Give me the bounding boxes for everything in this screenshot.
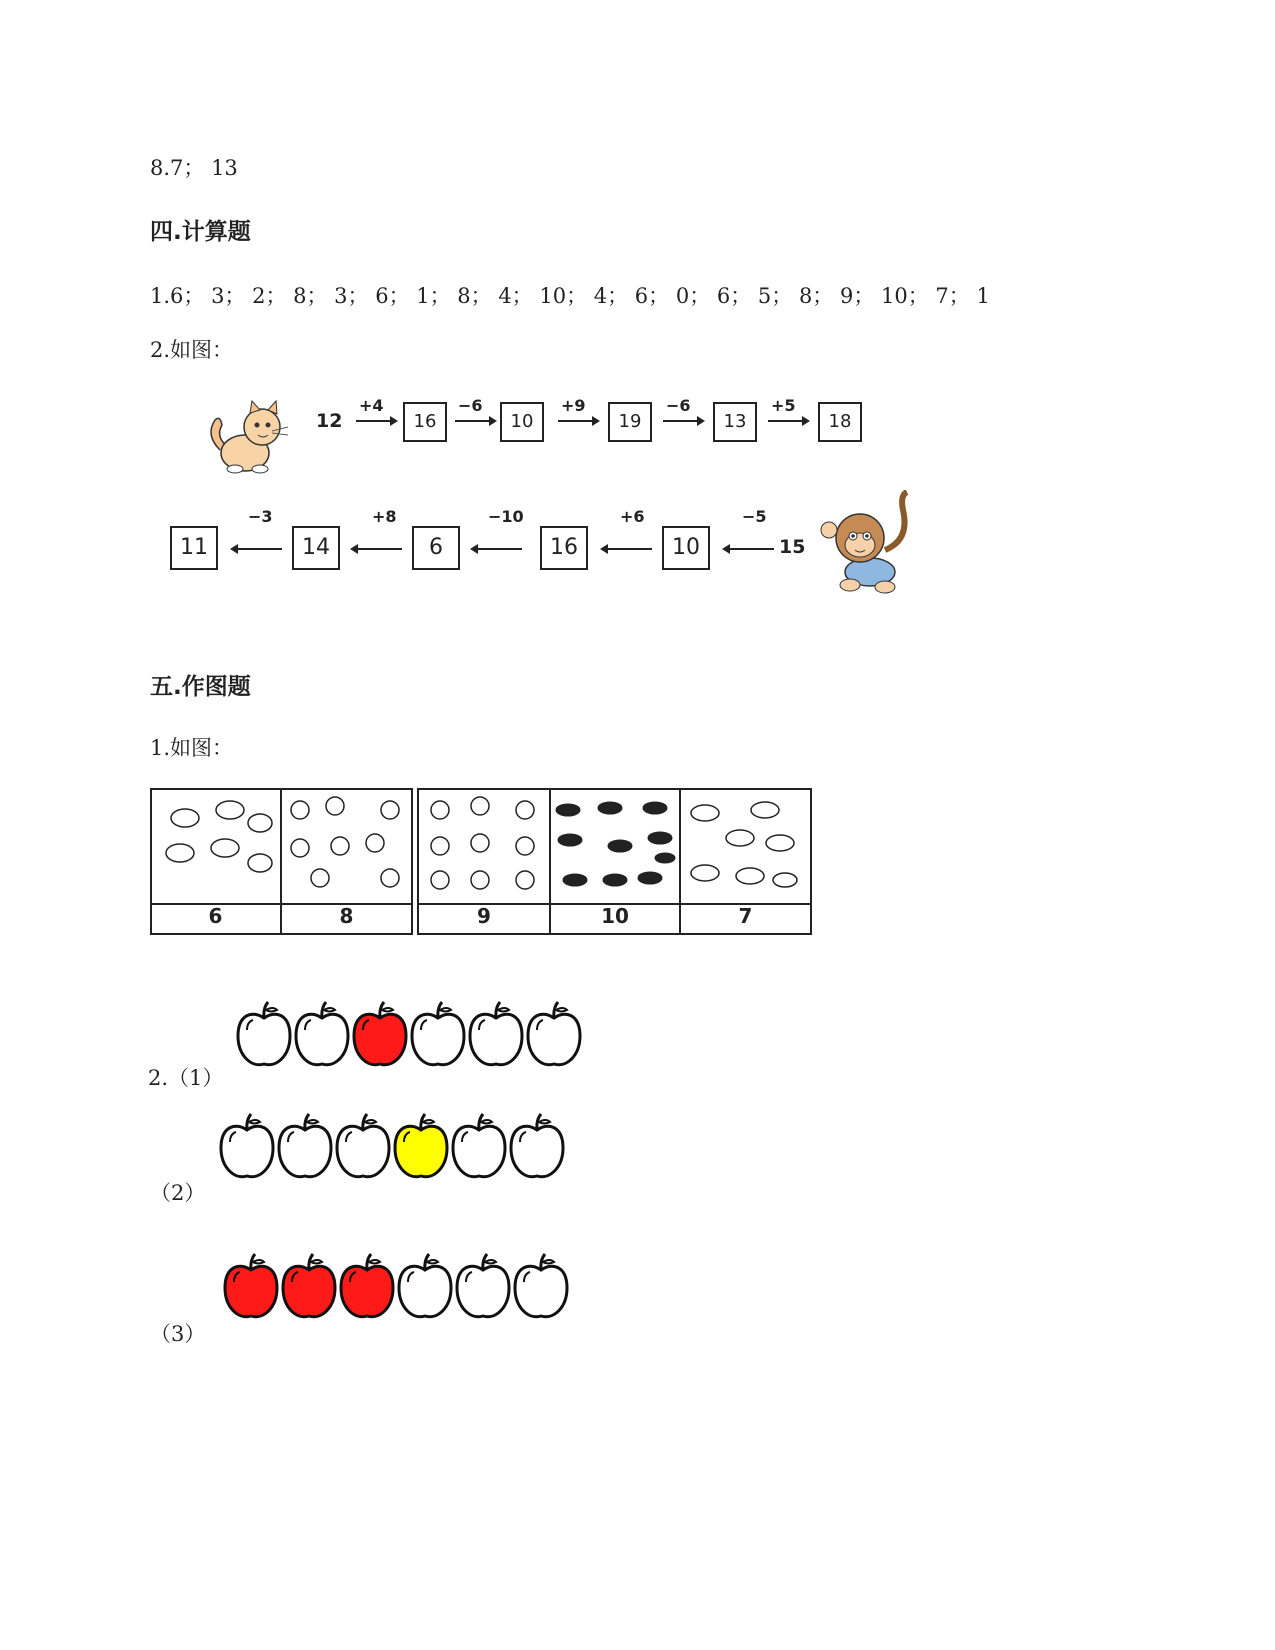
- apple-icon: [351, 1000, 409, 1070]
- apple-icon: [276, 1112, 334, 1182]
- apple-icon: [512, 1252, 570, 1322]
- right-arrow-icon: [558, 415, 600, 427]
- chain1-op-2: −6: [458, 396, 483, 415]
- chain2-start: 15: [779, 536, 806, 558]
- right-arrow-icon: [768, 415, 810, 427]
- draw-q1-label: 1.如图：: [150, 736, 234, 760]
- apple-icon: [235, 1000, 293, 1070]
- calc-q2-label: 2.如图：: [150, 338, 234, 362]
- chick-icons: [431, 797, 534, 889]
- chain2-box-2: 16: [540, 526, 588, 570]
- chain1-box-1: 16: [403, 402, 447, 442]
- right-arrow-icon: [455, 415, 497, 427]
- apple-icon: [293, 1000, 351, 1070]
- chain1-box-4: 13: [713, 402, 757, 442]
- left-arrow-icon: [350, 543, 402, 555]
- left-arrow-icon: [230, 543, 282, 555]
- apple-icon: [409, 1000, 467, 1070]
- chain1-op-1: +4: [359, 396, 384, 415]
- count-rabbits: 6: [208, 904, 223, 928]
- left-arrow-icon: [600, 543, 652, 555]
- calc-q1-answers: 1.6； 3； 2； 8； 3； 6； 1； 8； 4； 10； 4； 6； 0； 6； 5； 8； 9； 10； 7； 1: [150, 284, 990, 308]
- chain2-op-1: −5: [742, 507, 767, 526]
- chain2-box-1: 10: [662, 526, 710, 570]
- count-birds: 10: [601, 904, 629, 928]
- chain2-box-4: 14: [292, 526, 340, 570]
- apple-icon: [334, 1112, 392, 1182]
- cat-illustration: [200, 395, 295, 484]
- chain1-box-2: 10: [500, 402, 544, 442]
- apple-icon: [218, 1112, 276, 1182]
- apple-q1-label: 2.（1）: [148, 1066, 224, 1090]
- section-5-title: 五.作图题: [150, 674, 251, 700]
- count-ducks: 7: [738, 904, 753, 928]
- left-arrow-icon: [470, 543, 522, 555]
- apple-icon: [450, 1112, 508, 1182]
- left-arrow-icon: [722, 543, 774, 555]
- chain2-box-5: 11: [170, 526, 218, 570]
- apple-q2-label: （2）: [150, 1181, 206, 1205]
- chain2-op-3: −10: [488, 507, 524, 526]
- chain2-box-3: 6: [412, 526, 460, 570]
- apple-icon: [467, 1000, 525, 1070]
- chain2-op-5: −3: [248, 507, 273, 526]
- chain1-op-3: +9: [561, 396, 586, 415]
- chain2-op-2: +6: [620, 507, 645, 526]
- apple-icon: [508, 1112, 566, 1182]
- section-4-title: 四.计算题: [150, 219, 251, 245]
- right-arrow-icon: [663, 415, 705, 427]
- apple-icon: [392, 1112, 450, 1182]
- apple-icon: [222, 1252, 280, 1322]
- apple-icon: [396, 1252, 454, 1322]
- chain1-op-5: +5: [771, 396, 796, 415]
- count-chicks: 9: [477, 904, 491, 928]
- apple-icon: [338, 1252, 396, 1322]
- chain2-op-4: +8: [372, 507, 397, 526]
- chain1-op-4: −6: [666, 396, 691, 415]
- count-dogs: 8: [339, 904, 354, 928]
- monkey-illustration: [815, 490, 915, 604]
- answer-line-8: 8.7； 13: [150, 156, 238, 180]
- animal-count-table: [150, 788, 815, 940]
- apple-icon: [454, 1252, 512, 1322]
- apple-q3-label: （3）: [150, 1322, 206, 1346]
- apple-icon: [525, 1000, 583, 1070]
- chain1-box-3: 19: [608, 402, 652, 442]
- apple-icon: [280, 1252, 338, 1322]
- chain1-start: 12: [316, 410, 343, 432]
- chain1-box-5: 18: [818, 402, 862, 442]
- right-arrow-icon: [356, 415, 398, 427]
